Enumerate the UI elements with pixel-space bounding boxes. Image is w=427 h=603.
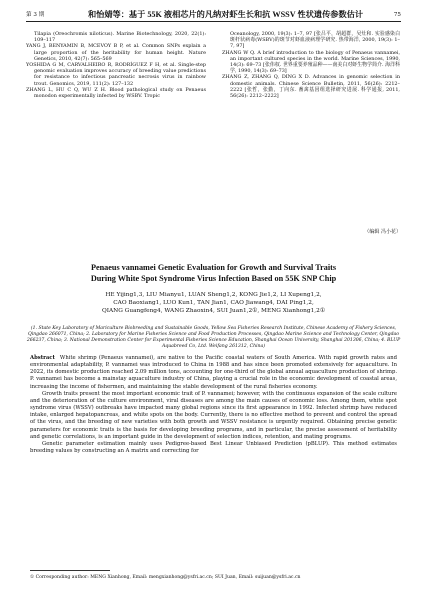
- abstract-text-1: White shrimp (Penaeus vannamei), are native to the Pacific coastal waters of South America. With rapid growth rates and environmental adaptability, P. vannamei was introduced to China in 1988 and has since been promoted extensively for aquaculture. In 2022, its domestic production reached 2.09 million tons, accounting for one-third of the global annual aquaculture production of shrimp. P. vannamei has become a mainstay aquaculture industry of China, playing a crucial role in the economic development of coastal areas, increasing the income of fishermen, and maintaining the stable development of the rural fisheries economy.: [30, 355, 397, 390]
- footnote: ① Corresponding author: MENG Xianhong, Email: mengxianhong@ysfri.ac.cn; SUI Juan, Email: suijuan@ysfri.ac.cn: [30, 575, 301, 580]
- reference-item: ZHANG L, HU C Q, WU Z H. Blood pathological study on Penaeus monodon experimentally infected by WSBV. Tropic: [26, 86, 206, 100]
- abstract-label: Abstract: [30, 355, 55, 361]
- reference-item: Tilapia (Oreochromis niloticus). Marine Biotechnology, 2020, 22(1): 109–117: [34, 31, 206, 44]
- page-header: [26, 9, 401, 22]
- reference-item: YANG J, BENYAMIN B, MCEVOY B P, et al. Common SNPs explain a large proportion of the heritability for human height. Nature Genetics, 2010, 42(7): 565–569: [26, 43, 206, 62]
- references-left-column: [26, 31, 206, 99]
- author-list: [40, 291, 387, 316]
- running-title: 和怡婧等：基于 55K 液相芯片的凡纳对虾生长和抗 WSSV 性状遗传参数估计: [87, 10, 364, 19]
- footnote-divider: [30, 570, 110, 571]
- references-right-column: [222, 31, 400, 99]
- abstract-paragraph-1: [30, 355, 397, 391]
- issue-label: 第 3 期: [26, 12, 45, 18]
- reference-item: ZHANG W Q. A brief introduction to the biology of Penaeus vannamei, an important cultured species in the world. Marine Sciences, 1990, 14(3): 69–73 [张伟权. 世界重要养殖品种——南美白对虾生物学简介. 海洋科学, 1990, 14(3): 69–73]: [222, 49, 400, 75]
- abstract-paragraph-2: Growth traits present the most important economic trait of P. vannamei; however, with the continuous expansion of the scale culture and the deterioration of the culture environment, viral diseases are among the main causes of economic loss. Among them, white spot syndrome virus (WSSV) outbreaks have impacted many global regions since its first appearance in 1992. Infected shrimp have reduced intake, enlarged hepatopancreas, and white spots on the body. Currently, there is no effective method to prevent and control the spread of the virus, and the breeding of new varieties with both growth and WSSV resistance is urgently required. Obtaining precise genetic parameters for economic traits is the basis for developing breeding programs, and in particular, the precise assessment of heritability and genetic correlations, is an important guide in the development of selection indices, retention, and mating programs.: [30, 390, 397, 440]
- title-line-1: Penaeus vannamei Genetic Evaluation for Growth and Survival Traits: [90, 263, 337, 272]
- editor-note: （编辑 冯小花）: [364, 229, 401, 235]
- affiliations: (1. State Key Laboratory of Mariculture Biobreeding and Sustainable Goods, Yellow Sea Fisheries Research Institute, Chinese Academy of Fishery Sciences, Qingdao 266071, China; 2. Laboratory for Marine Fisheries Science and Food Production Processes, Qingdao Marine Science and Technology Center, Qingdao 266237, China; 3. National Demonstration Center for Experimental Fisheries Science Education, Shanghai Ocean University, Shanghai 201306, China; 4. BLUP Aquabreed Co, Ltd. Weifang 261312, China): [26, 326, 401, 350]
- page-number: 75: [393, 12, 401, 18]
- authors-line-2: CAO Baoxiang1, LUO Kun1, TAN Jian1, CAO Jiawang4, DAI Ping1,2,: [113, 300, 314, 307]
- abstract-paragraph-3: Genetic parameter estimation mainly uses Pedigree-based Best Linear Unbiased Prediction (pBLUP). This method estimates breeding values by constructing an A matrix and correcting for: [30, 440, 397, 455]
- reference-item: YOSHIDA G M, CARVALHEIRO R, RODRÍGUEZ F H, et al. Single-step genomic evaluation improves accuracy of breeding value predictions for resistance to infectious pancreatic necrosis virus in rainbow trout. Genomics, 2019, 111(2): 127–132: [26, 62, 206, 87]
- reference-item: ZHANG Z, ZHANG Q, DING X D. Advances in genomic selection in domestic animals. Chinese Science Bulletin, 2011, 56(26): 2212–2222 [张哲，张勤，丁向东. 畜禽基因组选择研究进展. 科学通报, 2011, 56(26): 2212–2222]: [222, 74, 400, 100]
- authors-line-3: QIANG Guangfeng4, WANG Zhaoxin4, SUI Juan1,2①, MENG Xianhong1,2①: [101, 308, 326, 315]
- authors-line-1: HE Yijing1,3, LIU Mianyu1, LUAN Sheng1,2, KONG Jie1,2, LI Xupeng1,2,: [105, 292, 322, 298]
- title-line-2: During White Spot Syndrome Virus Infection Based on 55K SNP Chip: [90, 274, 337, 283]
- reference-item: Oceanology, 2000, 19(3): 1–7, 97 [张吕平，胡超群，吴灶和. 实验感染白斑杆状病毒(WSBV)的斑节对虾血液病理学研究. 热带海洋, 2000, 19(3): 1–7, 97]: [230, 31, 400, 50]
- paper-title: [26, 262, 401, 284]
- abstract-body: [30, 355, 397, 455]
